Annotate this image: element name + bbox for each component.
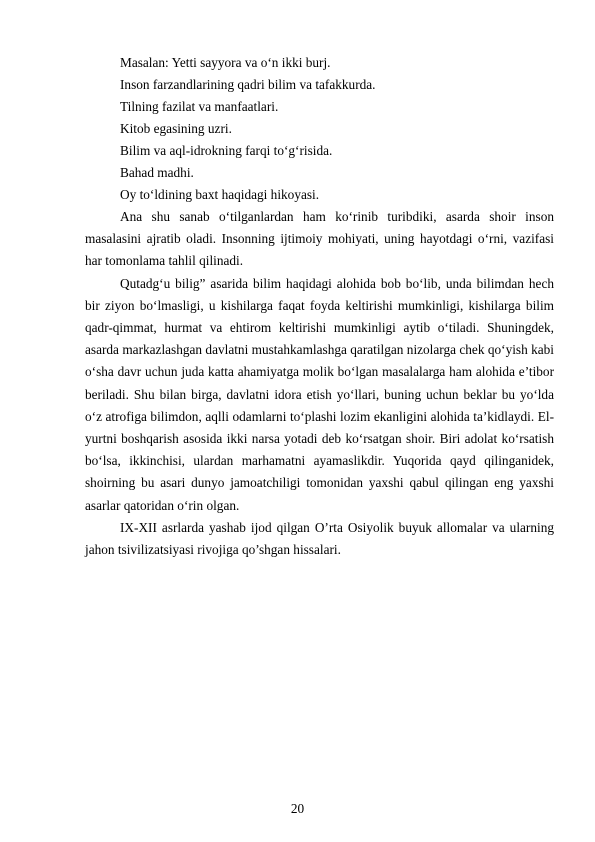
list-item: Bahad madhi. [120,165,194,180]
list-item: Masalan: Yetti sayyora va o‘n ikki burj. [120,55,331,70]
list-item: Inson farzandlarining qadri bilim va tafakkurda. [120,77,376,92]
paragraph: IX-XII asrlarda yashab ijod qilgan O’rta Osiyolik buyuk allomalar va ularning jahon tsivilizatsiyasi rivojiga qo’shgan hissalari. [85,519,554,558]
page-body [85,52,554,561]
paragraph: Ana shu sanab o‘tilganlardan ham ko‘rinib turibdiki, asarda shoir inson masalasini ajratib oladi. Insonning ijtimoiy mohiyati, uning hayotdagi o‘rni, vazifasi har tomonlama tahlil qilinadi. [85,209,554,269]
paragraph: Qutadg‘u bilig” asarida bilim haqidagi alohida bob bo‘lib, unda bilimdan hech bir ziyon bo‘lmasligi, u kishilarga faqat foyda keltirishi mumkinligi, kishilarga bilim qadr-qimmat, hurmat va ehtirom keltirishi mumkinligi aytib o‘tiladi. Shuningdek, asarda markazlashgan davlatni mustahkamlashga qaratilgan nizolarga chek qo‘yish kabi o‘sha davr uchun juda katta ahamiyatga molik bo‘lgan masalalarga ham alohida e’tibor beriladi. Shu bilan birga, davlatni idora etish yo‘llari, buning uchun beklar bu yo‘lda o‘z atrofiga bilimdon, aqlli odamlarni to‘plashi lozim ekanligini alohida ta’kidlaydi. El-yurtni boshqarish asosida ikki narsa yotadi deb ko‘rsatgan shoir. Biri adolat ko‘rsatish bo‘lsa, ikkinchisi, ulardan marhamatni ayamaslikdir. Yuqorida qayd qilinganidek, shoirning bu asari dunyo jamoatchiligi tomonidan yaxshi qabul qilingan eng yaxshi asarlar qatoridan o‘rin olgan. [85,275,554,513]
list-item: Tilning fazilat va manfaatlari. [120,99,279,114]
list-item: Kitob egasining uzri. [120,121,232,136]
page-number: 20 [290,801,305,816]
list-item: Bilim va aql-idrokning farqi to‘g‘risida. [120,143,333,158]
list-item: Oy to‘ldining baxt haqidagi hikoyasi. [120,187,320,202]
